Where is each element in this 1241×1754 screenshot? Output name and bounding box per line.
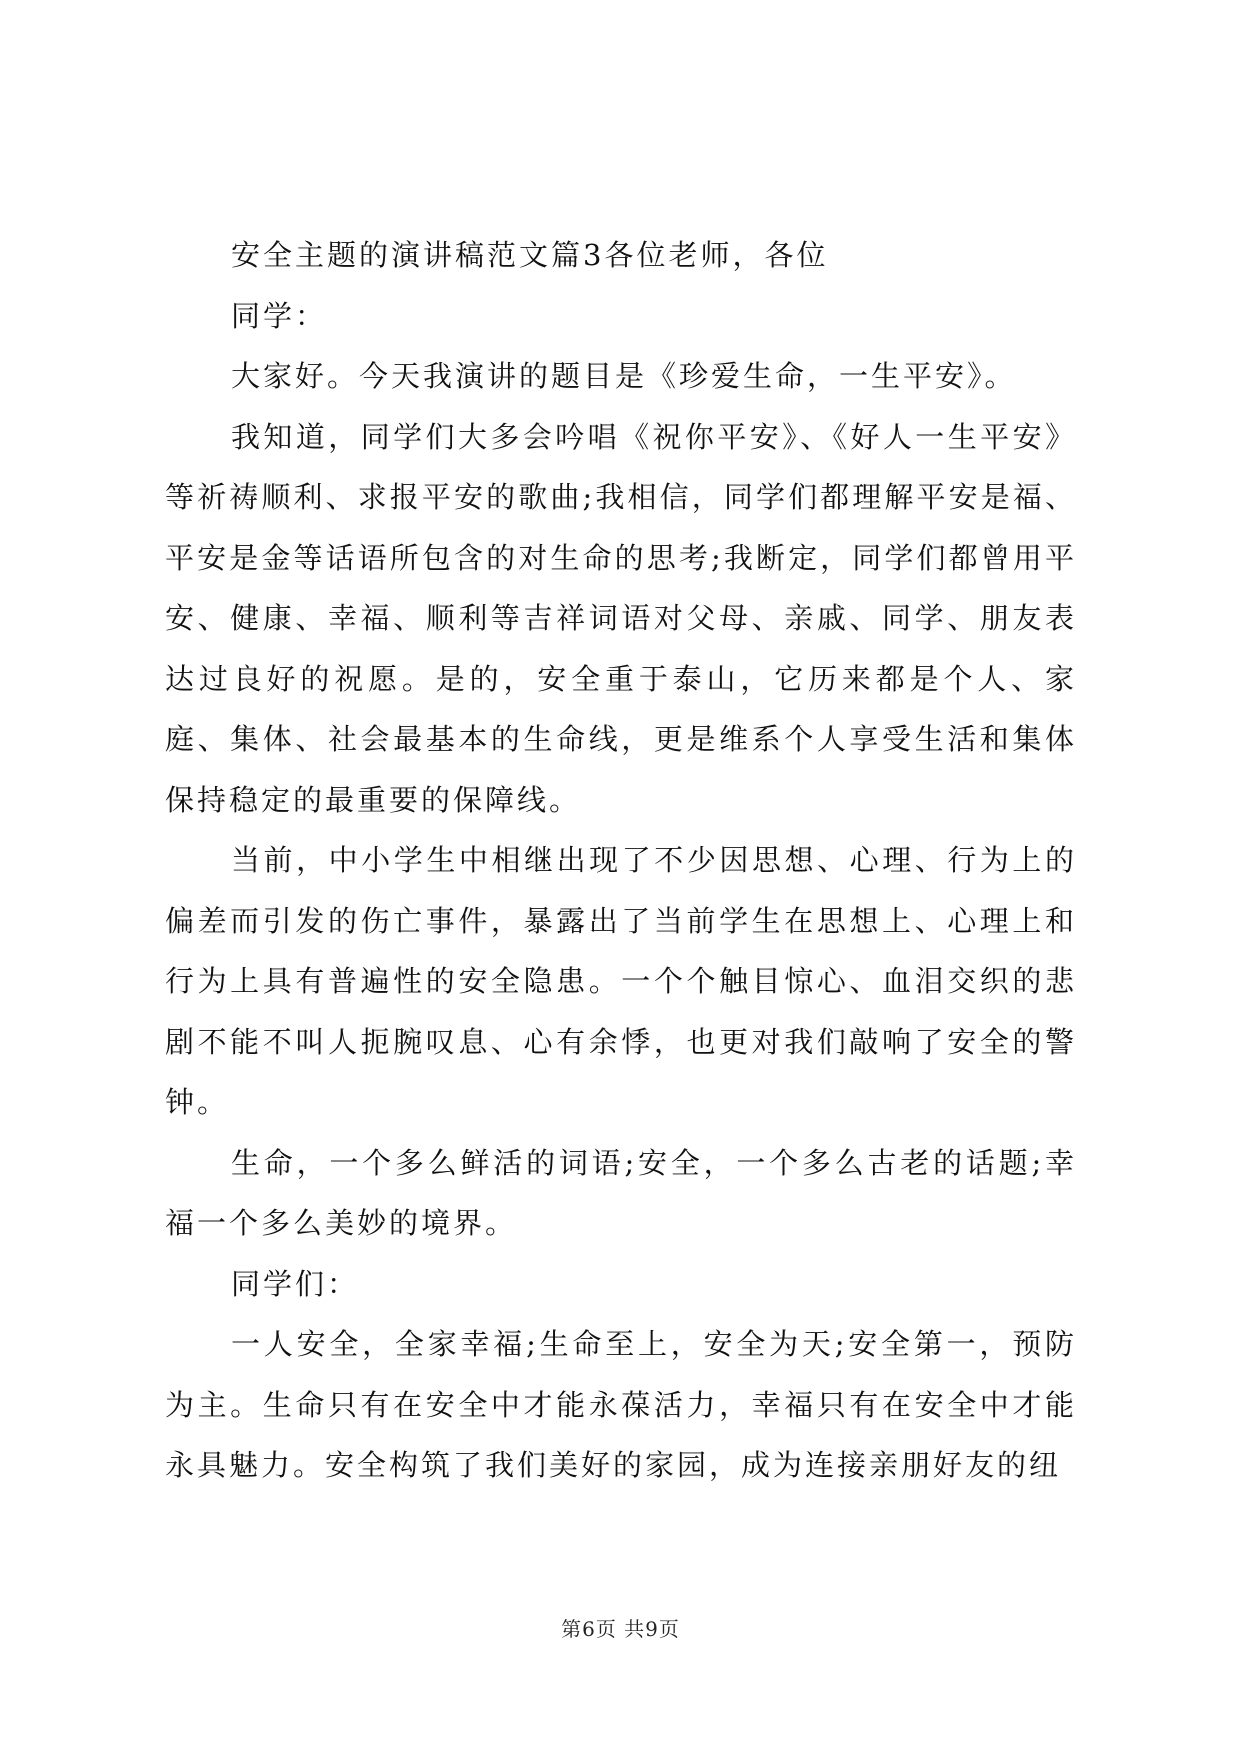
page-number-footer: 第6页 共9页 — [561, 1617, 680, 1641]
paragraph-body-3: 生命，一个多么鲜活的词语;安全，一个多么古老的话题;幸福一个多么美妙的境界。 — [165, 1145, 1077, 1240]
paragraph-greeting: 大家好。今天我演讲的题目是《珍爱生命，一生平安》。 — [231, 359, 1017, 393]
paragraph-body-1: 我知道，同学们大多会吟唱《祝你平安》、《好人一生平安》等祈祷顺利、求报平安的歌曲;我相信，同学们都理解平安是福、平安是金等话语所包含的对生命的思考;我断定，同学们都曾用平安、健康、幸福、顺利等吉祥词语对父母、亲戚、同学、朋友表达过良好的祝愿。是的，安全重于泰山，它历来都是个人、家庭、集体、社会最基本的生命线，更是维系个人享受生活和集体保持稳定的最重要的保障线。 — [165, 419, 1077, 817]
paragraph-body-4: 一人安全，全家幸福;生命至上，安全为天;安全第一，预防为主。生命只有在安全中才能永葆活力，幸福只有在安全中才能永具魅力。安全构筑了我们美好的家园，成为连接亲朋好友的纽 — [165, 1327, 1077, 1482]
paragraph-title: 安全主题的演讲稿范文篇3各位老师，各位 — [231, 238, 829, 272]
paragraph-body-2: 当前，中小学生中相继出现了不少因思想、心理、行为上的偏差而引发的伤亡事件，暴露出了当前学生在思想上、心理上和行为上具有普遍性的安全隐患。一个个触目惊心、血泪交织的悲剧不能不叫人扼腕叹息、心有余悸，也更对我们敲响了安全的警钟。 — [165, 843, 1077, 1119]
document-body — [165, 225, 1077, 1496]
paragraph-address: 同学们： — [231, 1266, 360, 1301]
paragraph-salutation: 同学： — [231, 298, 328, 333]
